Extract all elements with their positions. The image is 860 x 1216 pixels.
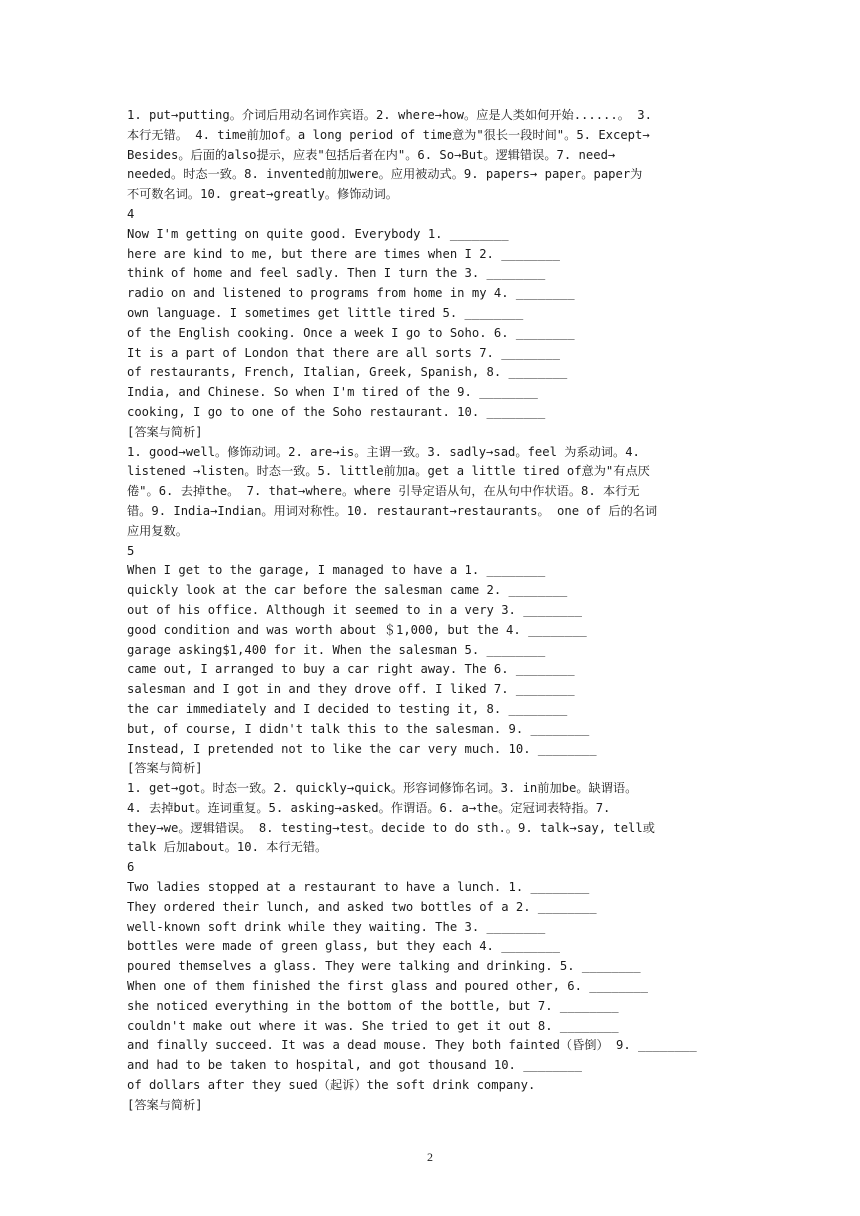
text-line: salesman and I got in and they drove off. I liked 7. ________ [127,682,575,697]
text-line: garage asking$1,400 for it. When the salesman 5. ________ [127,642,546,657]
text-line: They ordered their lunch, and asked two bottles of a 2. ________ [127,899,597,914]
text-line: needed。时态一致。8. invented前加were。应用被动式。9. papers→ paper。paper为 [127,167,643,182]
text-line: When one of them finished the first glass and poured other, 6. ________ [127,979,648,994]
text-line: 不可数名词。10. great→greatly。修饰动词。 [127,187,398,202]
text-line: good condition and was worth about ＄1,000, but the 4. ________ [127,622,587,637]
text-line: they→we。逻辑错误。 8. testing→test。decide to do sth.。9. talk→say, tell或 [127,820,655,835]
text-line: Two ladies stopped at a restaurant to have a lunch. 1. ________ [127,880,590,895]
text-line: [答案与简析] [127,1097,203,1112]
text-line: 1. put→putting。介词后用动名词作宾语。2. where→how。应是人类如何开始......。 3. [127,108,652,122]
text-line: India, and Chinese. So when I'm tired of the 9. ________ [127,385,538,400]
text-line: 倦"。6. 去掉the。 7. that→where。where 引导定语从句，在从句中作状语。8. 本行无 [127,484,640,499]
text-line: radio on and listened to programs from home in my 4. ________ [127,286,575,301]
text-line: [答案与简析] [127,424,203,439]
text-line: listened →listen。时态一致。5. little前加a。get a little tired of意为"有点厌 [127,464,650,479]
text-line: and had to be taken to hospital, and got thousand 10. ________ [127,1058,582,1073]
text-line: Instead, I pretended not to like the car very much. 10. ________ [127,741,597,756]
text-line: here are kind to me, but there are times when I 2. ________ [127,246,560,261]
text-line: 错。9. India→Indian。用词对称性。10. restaurant→restaurants。 one of 后的名词 [127,503,658,518]
document-body [127,106,747,1116]
text-line: Besides。后面的also提示，应表"包括后者在内"。6. So→But。逻辑错误。7. need→ [127,147,616,162]
text-line: 4 [127,206,135,221]
page-number: 2 [427,1150,433,1164]
text-line: of dollars after they sued（起诉）the soft drink company. [127,1078,536,1093]
text-line: quickly look at the car before the salesman came 2. ________ [127,583,568,598]
text-line: 4. 去掉but。连词重复。5. asking→asked。作谓语。6. a→the。定冠词表特指。7. [127,800,611,815]
text-line: It is a part of London that there are all sorts 7. ________ [127,345,560,360]
text-line: cooking, I go to one of the Soho restaurant. 10. ________ [127,404,546,419]
text-line: but, of course, I didn't talk this to the salesman. 9. ________ [127,721,590,736]
text-line: 5 [127,543,135,558]
text-line: of restaurants, French, Italian, Greek, Spanish, 8. ________ [127,365,568,380]
text-line: out of his office. Although it seemed to in a very 3. ________ [127,602,582,617]
text-line: well-known soft drink while they waiting. The 3. ________ [127,919,546,934]
text-line: of the English cooking. Once a week I go to Soho. 6. ________ [127,325,575,340]
text-line: [答案与简析] [127,761,203,776]
text-line: think of home and feel sadly. Then I turn the 3. ________ [127,266,546,281]
text-line: poured themselves a glass. They were talking and drinking. 5. ________ [127,959,641,974]
text-line: 1. good→well。修饰动词。2. are→is。主谓一致。3. sadly→sad。feel 为系动词。4. [127,444,640,459]
text-line: Now I'm getting on quite good. Everybody 1. ________ [127,226,509,241]
text-line: 本行无错。 4. time前加of。a long period of time意为"很长一段时间"。5. Except→ [127,127,650,142]
text-line: own language. I sometimes get little tired 5. ________ [127,305,524,320]
text-line: When I get to the garage, I managed to have a 1. ________ [127,563,546,578]
text-line: couldn't make out where it was. She tried to get it out 8. ________ [127,1018,619,1033]
text-line: she noticed everything in the bottom of the bottle, but 7. ________ [127,998,619,1013]
text-line: 1. get→got。时态一致。2. quickly→quick。形容词修饰名词。3. in前加be。缺谓语。 [127,781,638,796]
text-line: the car immediately and I decided to testing it, 8. ________ [127,701,568,716]
text-line: talk 后加about。10. 本行无错。 [127,840,328,855]
text-line: and finally succeed. It was a dead mouse. They both fainted（昏倒） 9. ________ [127,1038,697,1053]
text-line: came out, I arranged to buy a car right away. The 6. ________ [127,662,575,677]
text-line: bottles were made of green glass, but they each 4. ________ [127,939,560,954]
text-line: 6 [127,860,135,875]
text-line: 应用复数。 [127,523,188,538]
